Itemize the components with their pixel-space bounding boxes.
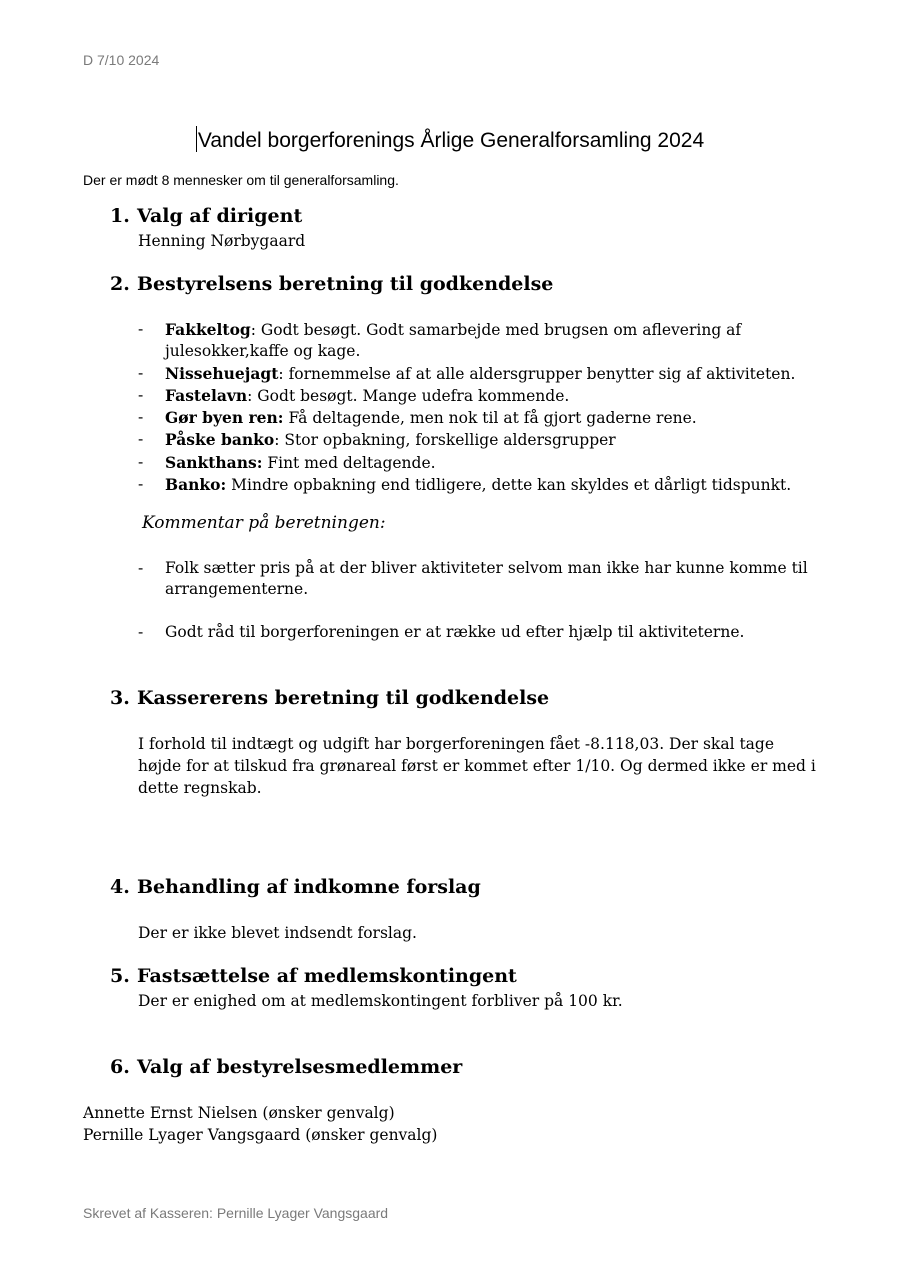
- comment-heading: Kommentar på beretningen:: [142, 513, 386, 533]
- section-heading-text: Fastsættelse af medlemskontingent: [137, 965, 517, 987]
- section-heading-text: Valg af bestyrelsesmedlemmer: [137, 1056, 463, 1078]
- text-cursor: [196, 126, 197, 152]
- candidate-name: Pernille Lyager Vangsgaard (ønsker genvalg): [83, 1126, 438, 1144]
- section-heading-5: [110, 965, 517, 987]
- comment-list-1: [138, 558, 818, 601]
- item-text: : Godt besøgt. Mange udefra kommende.: [247, 386, 570, 405]
- item-label: Sankthans:: [165, 452, 263, 472]
- item-text: : Stor opbakning, forskellige aldersgrupper: [274, 431, 616, 450]
- section-1-text: Henning Nørbygaard: [138, 232, 306, 250]
- item-text: Mindre opbakning end tidligere, dette kan skyldes et dårligt tidspunkt.: [226, 476, 792, 495]
- list-item: [138, 474, 818, 496]
- document-title-text: Vandel borgerforenings Årlige Generalforsamling 2024: [197, 129, 705, 152]
- section-4-text: Der er ikke blevet indsendt forslag.: [138, 924, 417, 942]
- section-number: 2.: [110, 273, 130, 295]
- item-label: Banko:: [165, 475, 227, 495]
- item-text: Fint med deltagende.: [262, 453, 436, 472]
- comment-list-2: [138, 622, 818, 643]
- list-item: [138, 452, 818, 474]
- list-item: - Folk sætter pris på at der bliver aktiviteter selvom man ikke har kunne komme til arrangementerne.: [138, 558, 818, 601]
- item-label: Påske banko: [165, 430, 275, 450]
- list-item: - Godt råd til borgerforeningen er at række ud efter hjælp til aktiviteterne.: [138, 622, 818, 643]
- section-heading-text: Valg af dirigent: [137, 205, 303, 227]
- section-heading-3: [110, 687, 549, 709]
- list-item: [138, 319, 818, 363]
- section-number: 1.: [110, 205, 130, 227]
- section-number: 5.: [110, 965, 130, 987]
- footer-author: Skrevet af Kasseren: Pernille Lyager Vangsgaard: [83, 1205, 389, 1221]
- item-label: Fakkeltog: [165, 320, 251, 339]
- section-3-text: I forhold til indtægt og udgift har borgerforeningen fået -8.118,03. Der skal tage højde for at tilskud fra grønareal først er kommet efter 1/10. Og dermed ikke er med i dette regnskab.: [138, 735, 816, 797]
- item-text: : Godt besøgt. Godt samarbejde med brugsen om aflevering af julesokker,kaffe og kage.: [165, 321, 742, 361]
- list-item: [138, 385, 818, 407]
- document-title: [0, 126, 900, 153]
- intro-text: Der er mødt 8 mennesker om til generalforsamling.: [83, 172, 399, 188]
- item-label: Fastelavn: [165, 385, 248, 405]
- candidate-name: Annette Ernst Nielsen (ønsker genvalg): [83, 1104, 395, 1122]
- section-number: 4.: [110, 876, 130, 898]
- list-item: [138, 407, 818, 429]
- item-label: Nissehuejagt: [165, 363, 279, 383]
- section-heading-4: [110, 876, 481, 898]
- section-heading-2: [110, 273, 553, 295]
- section-5-text: Der er enighed om at medlemskontingent forbliver på 100 kr.: [138, 992, 623, 1010]
- section-heading-6: [110, 1056, 462, 1078]
- section-heading-text: Kassererens beretning til godkendelse: [137, 687, 550, 709]
- item-text: : fornemmelse af at alle aldersgrupper benytter sig af aktiviteten.: [278, 364, 796, 383]
- list-item: [138, 429, 818, 451]
- section-heading-1: [110, 205, 302, 227]
- section-heading-text: Bestyrelsens beretning til godkendelse: [137, 273, 554, 295]
- section-number: 3.: [110, 687, 130, 709]
- item-text: Få deltagende, men nok til at få gjort gaderne rene.: [283, 409, 697, 428]
- list-item: [138, 363, 818, 385]
- activity-list: [138, 319, 818, 496]
- header-date: D 7/10 2024: [83, 52, 160, 68]
- section-number: 6.: [110, 1056, 130, 1078]
- section-heading-text: Behandling af indkomne forslag: [137, 876, 481, 898]
- item-label: Gør byen ren:: [165, 408, 284, 428]
